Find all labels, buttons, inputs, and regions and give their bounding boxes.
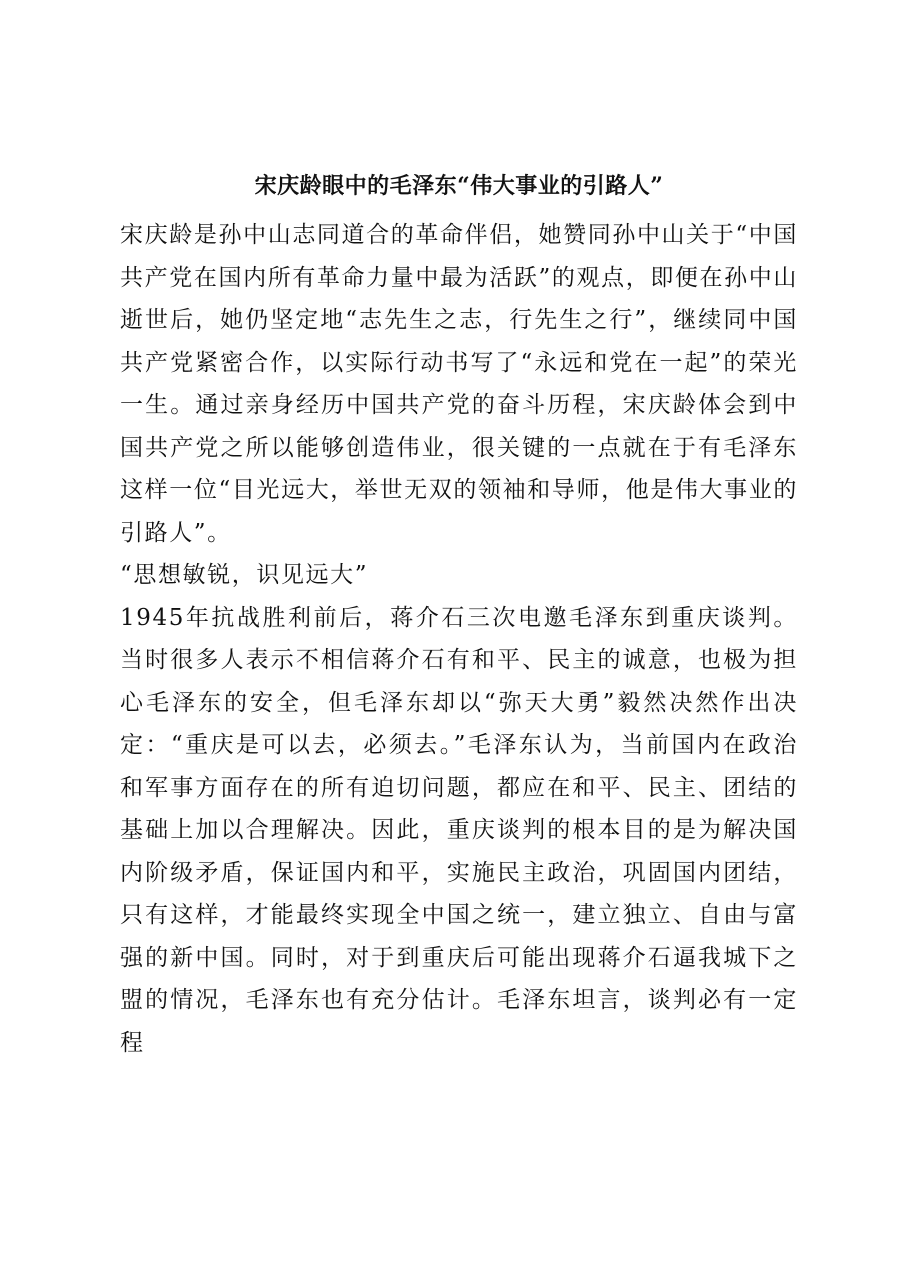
section-subheading: “思想敏锐，识见远大” xyxy=(120,562,369,588)
document-page xyxy=(120,162,798,1064)
body-paragraph: 1945年抗战胜利前后，蒋介石三次电邀毛泽东到重庆谈判。当时很多人表示不相信蒋介石有和平、民主的诚意，也极为担心毛泽东的安全，但毛泽东却以“弥天大勇”毅然决然作出决定：“重庆是可以去，必须去。”毛泽东认为，当前国内在政治和军事方面存在的所有迫切问题，都应在和平、民主、团结的基础上加以合理解决。因此，重庆谈判的根本目的是为解决国内阶级矛盾，保证国内和平，实施民主政治，巩固国内团结，只有这样，才能最终实现全中国之统一，建立独立、自由与富强的新中国。同时，对于到重庆后可能出现蒋介石逼我城下之盟的情况，毛泽东也有充分估计。毛泽东坦言，谈判必有一定程 xyxy=(120,604,798,1056)
body-paragraph: 宋庆龄是孙中山志同道合的革命伴侣，她赞同孙中山关于“中国共产党在国内所有革命力量中最为活跃”的观点，即便在孙中山逝世后，她仍坚定地“志先生之志，行先生之行”，继续同中国共产党紧密合作，以实际行动书写了“永远和党在一起”的荣光一生。通过亲身经历中国共产党的奋斗历程，宋庆龄体会到中国共产党之所以能够创造伟业，很关键的一点就在于有毛泽东这样一位“目光远大，举世无双的领袖和导师，他是伟大事业的引路人”。 xyxy=(120,222,798,546)
document-title: 宋庆龄眼中的毛泽东“伟大事业的引路人” xyxy=(254,173,664,199)
